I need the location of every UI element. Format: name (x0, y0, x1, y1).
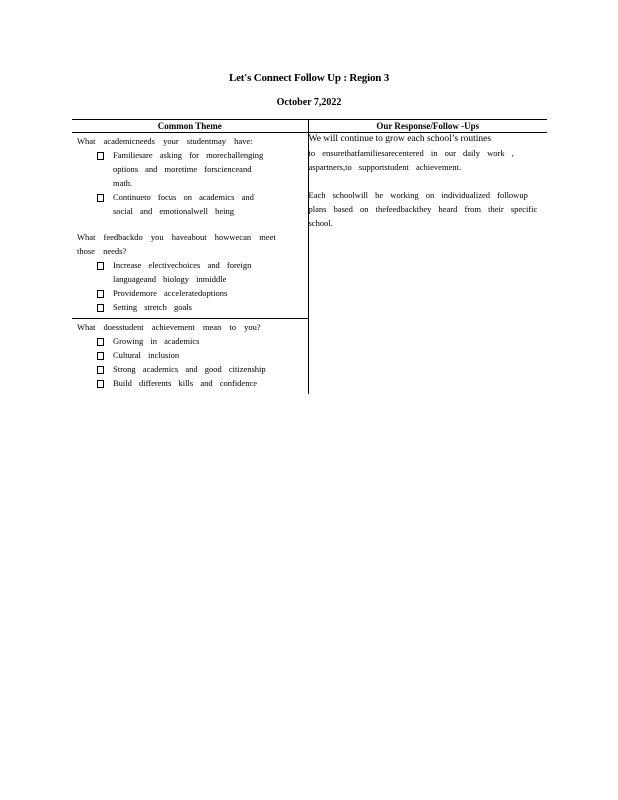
question-block-2 (72, 222, 308, 319)
checkbox-bullet-icon (97, 262, 104, 270)
list-item: Cultural inclusion (77, 348, 308, 362)
page-date: October 7,2022 (276, 97, 342, 108)
list-item: Strong academics and good citizenship (77, 362, 308, 376)
bullet-list (77, 334, 308, 390)
column-header-common-theme: Common Theme (72, 120, 308, 133)
response-paragraph-1: to ensurethatfamiliesarecentered in our daily work , aspartners,to supportstudent achievement. (308, 148, 514, 172)
checkbox-bullet-icon (97, 290, 104, 298)
response-paragraph-2: Each schoolwill be working on individualized followup plans based on thefeedbackthey heard from their specific school. (308, 190, 538, 228)
table-header-row (72, 120, 547, 133)
list-item: Growing in academics (77, 334, 308, 348)
checkbox-bullet-icon (97, 352, 104, 360)
response-lead: We will continue to grow each school’s routines (308, 134, 492, 144)
checkbox-bullet-icon (97, 304, 104, 312)
list-item: Increase electivechoices and foreign languageand biology inmiddle (77, 258, 308, 286)
paragraph-spacer (309, 174, 548, 188)
list-item: Build differents kills and confidence (77, 376, 308, 390)
checkbox-bullet-icon (97, 366, 104, 374)
list-item: Continueto focus on academics and social and emotionalwell being (77, 190, 308, 218)
question-text: What doesstudent achievement mean to you? (77, 322, 261, 332)
list-item: Setting stretch goals (77, 300, 308, 314)
question-text: What feedbackdo you haveabout howwecan meet those needs? (77, 232, 276, 256)
table-body-row (72, 133, 547, 395)
page-title: Let's Connect Follow Up : Region 3 (228, 72, 390, 84)
follow-up-table (72, 119, 547, 394)
bullet-list (77, 148, 308, 218)
checkbox-bullet-icon (97, 194, 104, 202)
checkbox-bullet-icon (97, 338, 104, 346)
question-text: What academicneeds your studentmay have: (77, 136, 253, 146)
response-cell (308, 133, 547, 395)
list-item: Familiesare asking for morechallenging options and moretime forscienceand math. (77, 148, 308, 190)
question-block-3 (72, 319, 308, 394)
bullet-list (77, 258, 308, 314)
column-header-response: Our Response/Follow -Ups (308, 120, 547, 133)
checkbox-bullet-icon (97, 380, 104, 388)
checkbox-bullet-icon (97, 152, 104, 160)
themes-cell (72, 133, 308, 395)
question-block-1 (72, 133, 308, 222)
list-item: Providemore acceleratedoptions (77, 286, 308, 300)
